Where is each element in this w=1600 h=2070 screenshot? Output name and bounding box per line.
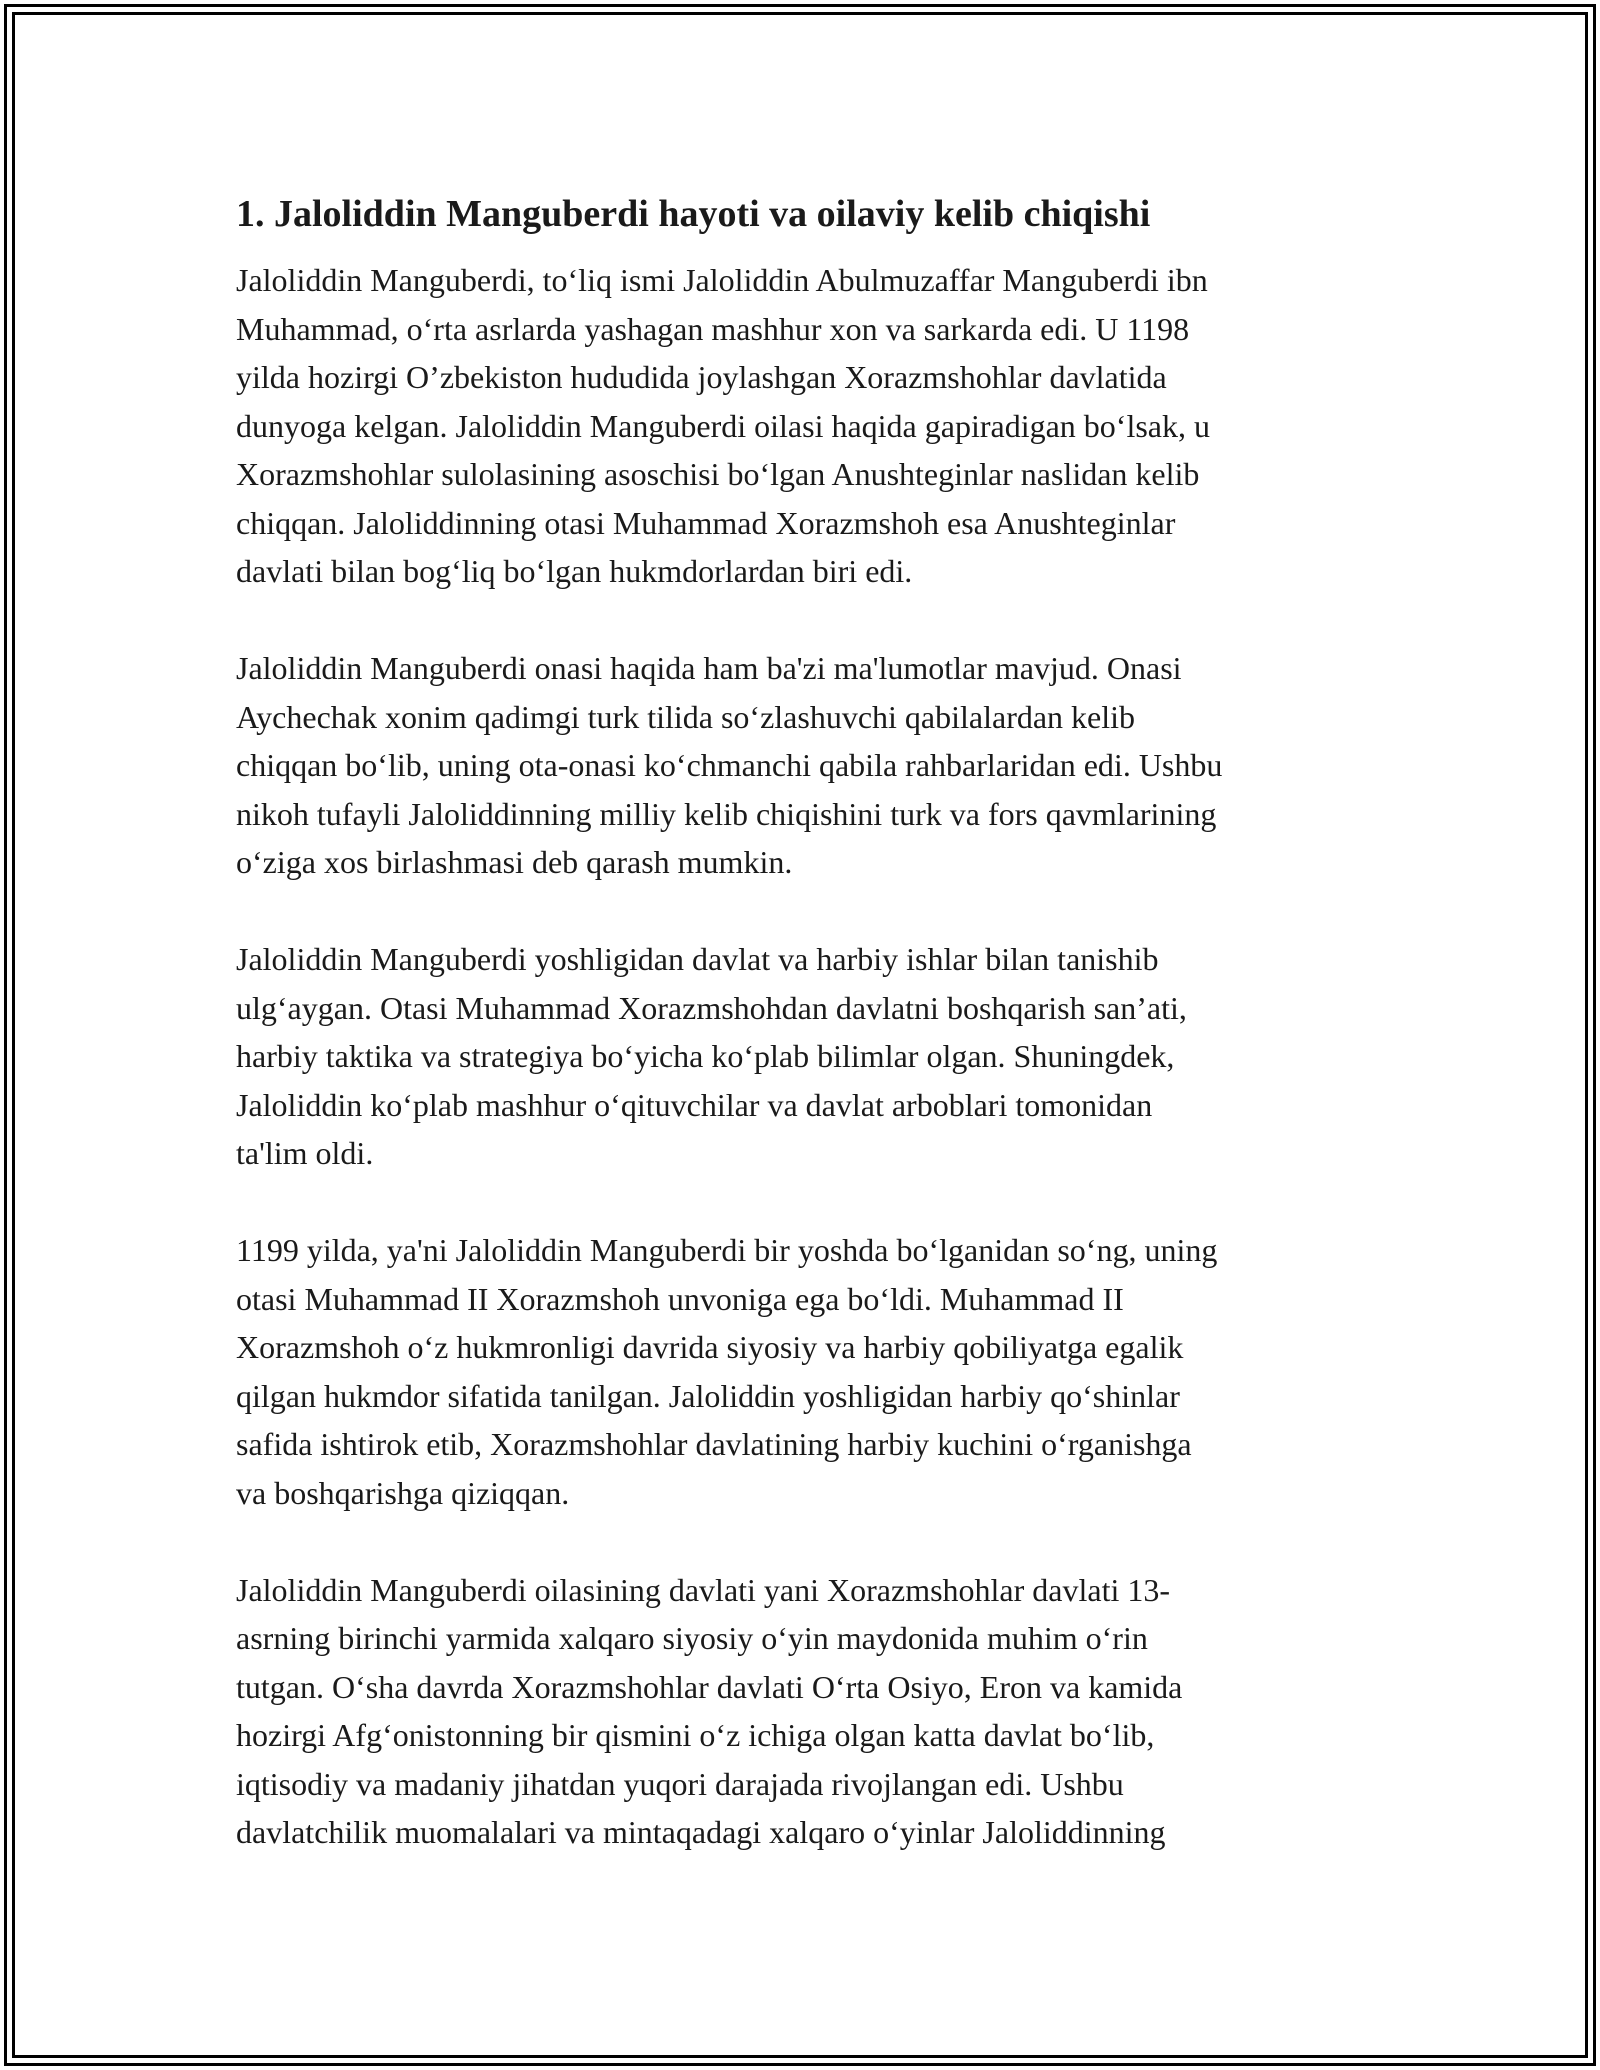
paragraph [236,935,1386,1178]
document-body [236,186,1386,1905]
paragraph [236,644,1386,887]
paragraph-line: hozirgi Afg‘onistonning bir qismini o‘z ichiga olgan katta davlat bo‘lib, [236,1717,1155,1753]
paragraph-line: ulg‘aygan. Otasi Muhammad Xorazmshohdan davlatni boshqarish san’ati, [236,989,1187,1026]
paragraph [236,1566,1386,1857]
paragraph-line: iqtisodiy va madaniy jihatdan yuqori darajada rivojlangan edi. Ushbu [236,1765,1124,1802]
paragraph-line: chiqqan. Jaloliddinning otasi Muhammad Xorazmshoh esa Anushteginlar [236,504,1176,541]
paragraph [236,1226,1386,1517]
paragraph [236,256,1386,596]
paragraph-line: tutgan. O‘sha davrda Xorazmshohlar davlati O‘rta Osiyo, Eron va kamida [236,1668,1183,1705]
paragraph-line: Jaloliddin Manguberdi yoshligidan davlat va harbiy ishlar bilan tanishib [236,941,1159,977]
paragraph-line: chiqqan bo‘lib, uning ota-onasi ko‘chmanchi qabila rahbarlaridan edi. Ushbu [236,747,1223,783]
paragraph-line: va boshqarishga qiziqqan. [236,1474,570,1511]
paragraph-line: harbiy taktika va strategiya bo‘yicha ko‘plab bilimlar olgan. Shuningdek, [236,1038,1175,1074]
paragraph-line: asrning birinchi yarmida xalqaro siyosiy o‘yin maydonida muhim o‘rin [236,1620,1148,1656]
paragraph-line: davlatchilik muomalalari va mintaqadagi xalqaro o‘yinlar Jaloliddinning [236,1814,1166,1850]
paragraph-line: safida ishtirok etib, Xorazmshohlar davlatining harbiy kuchini o‘rganishga [236,1426,1192,1462]
paragraph-line: o‘ziga xos birlashmasi deb qarash mumkin. [236,844,793,880]
paragraph-line: Jaloliddin Manguberdi onasi haqida ham ba'zi ma'lumotlar mavjud. Onasi [236,650,1182,686]
paragraph-line: nikoh tufayli Jaloliddinning milliy kelib chiqishini turk va fors qavmlarining [236,795,1217,832]
paragraph-line: Jaloliddin ko‘plab mashhur o‘qituvchilar va davlat arboblari tomonidan [236,1086,1153,1123]
paragraph-line: Xorazmshoh o‘z hukmronligi davrida siyosiy va harbiy qobiliyatga egalik [236,1329,1184,1365]
paragraph-line: Jaloliddin Manguberdi oilasining davlati yani Xorazmshohlar davlati 13- [236,1571,1171,1608]
paragraph-line: ta'lim oldi. [236,1135,374,1171]
paragraph-line: davlati bilan bog‘liq bo‘lgan hukmdorlardan biri edi. [236,553,913,589]
paragraph-line: 1199 yilda, ya'ni Jaloliddin Manguberdi bir yoshda bo‘lganidan so‘ng, uning [236,1232,1218,1268]
paragraph-line: dunyoga kelgan. Jaloliddin Manguberdi oilasi haqida gapiradigan bo‘lsak, u [236,407,1210,444]
paragraph-line: Jaloliddin Manguberdi, to‘liq ismi Jaloliddin Abulmuzaffar Manguberdi ibn [236,262,1208,298]
paragraph-line: Xorazmshohlar sulolasining asoschisi bo‘lgan Anushteginlar naslidan kelib [236,456,1200,492]
paragraph-line: Aychechak xonim qadimgi turk tilida so‘zlashuvchi qabilalardan kelib [236,698,1136,735]
section-heading: 1. Jaloliddin Manguberdi hayoti va oilaviy kelib chiqishi [236,193,1151,235]
paragraph-list [236,256,1386,1857]
paragraph-line: yilda hozirgi O’zbekiston hududida joylashgan Xorazmshohlar davlatida [236,359,1167,395]
paragraph-line: Muhammad, o‘rta asrlarda yashagan mashhur xon va sarkarda edi. U 1198 [236,310,1190,347]
paragraph-line: otasi Muhammad II Xorazmshoh unvoniga ega bo‘ldi. Muhammad II [236,1280,1124,1317]
paragraph-line: qilgan hukmdor sifatida tanilgan. Jaloliddin yoshligidan harbiy qo‘shinlar [236,1377,1180,1414]
